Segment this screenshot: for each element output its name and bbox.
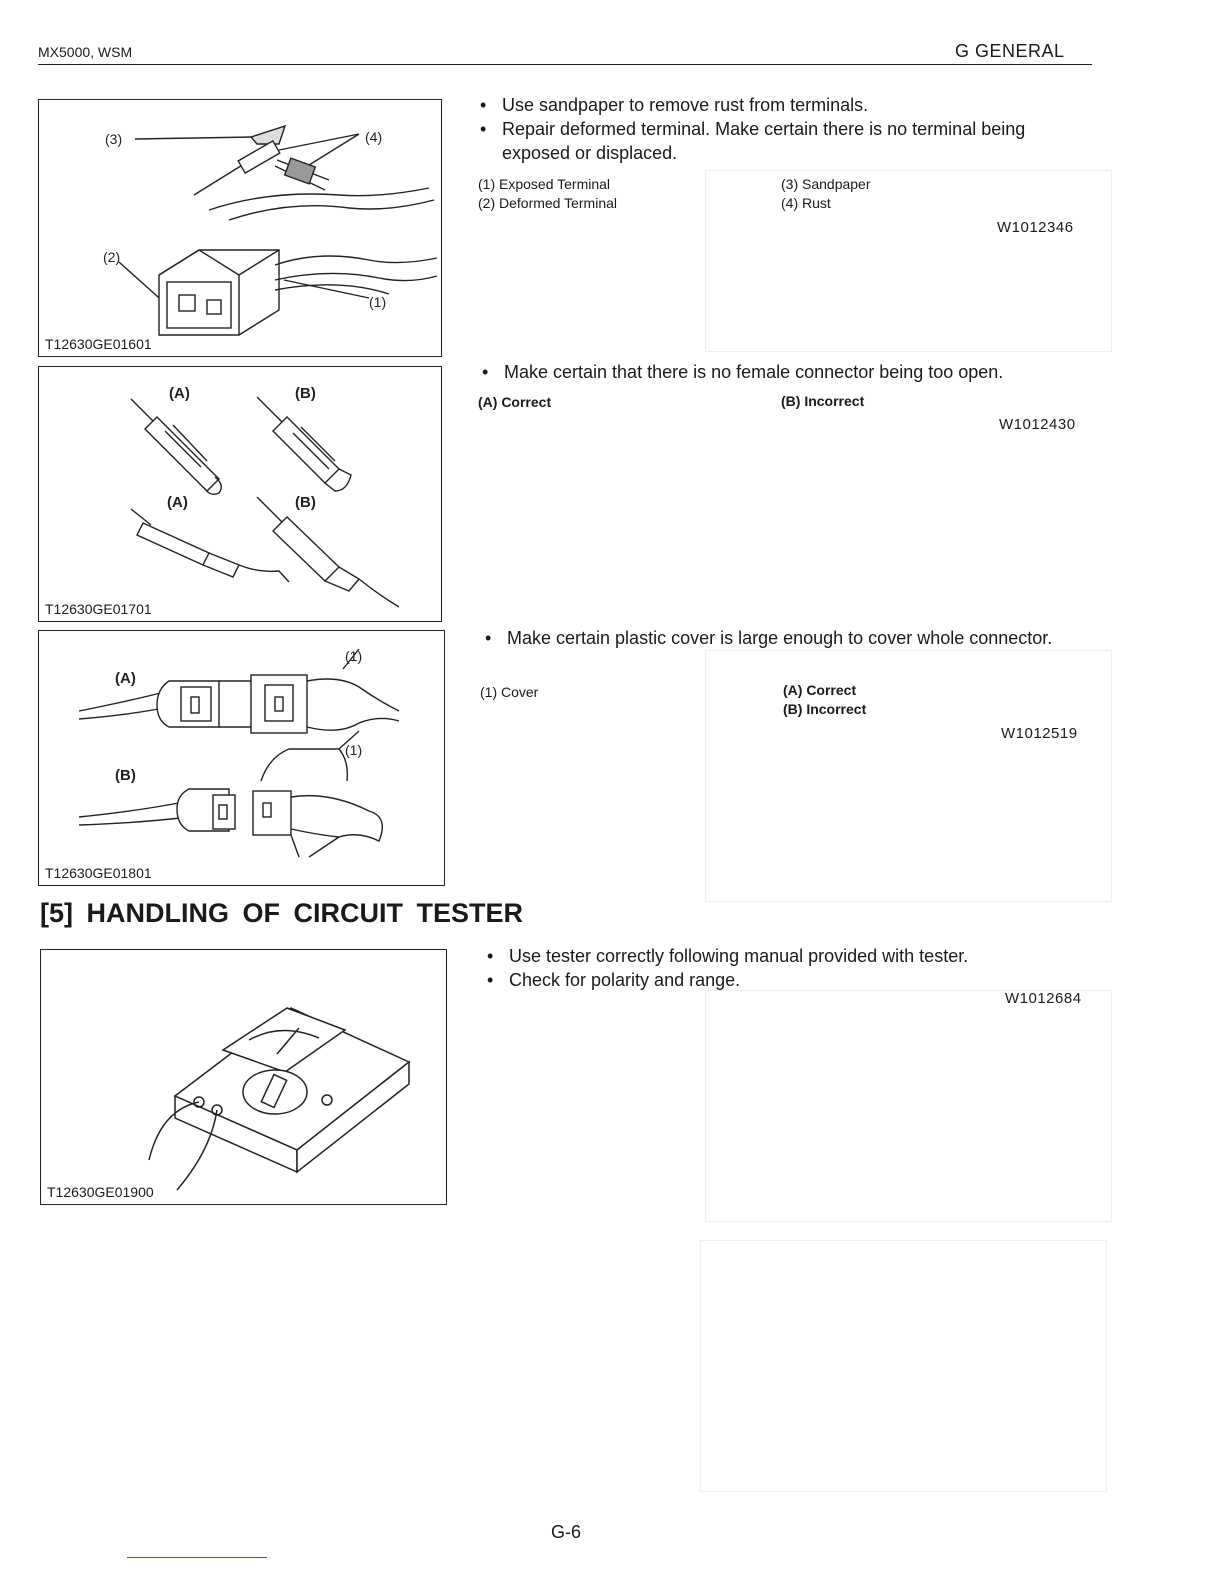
- legend-item: (2) Deformed Terminal: [478, 195, 618, 211]
- footer-rule: [127, 1557, 267, 1558]
- legend-correct: (A) Correct: [478, 394, 552, 410]
- callout-1: (1): [345, 742, 363, 758]
- reference-code: W1012346: [997, 219, 1074, 236]
- bleed-through-shade: [705, 650, 1112, 902]
- callout-2: (2): [103, 249, 121, 265]
- block1-instructions: [480, 93, 1092, 165]
- block3-instructions: [485, 626, 1093, 650]
- label-b: (B): [115, 767, 136, 784]
- label-a: (A): [169, 385, 190, 402]
- figure-connector-cover: [38, 630, 445, 886]
- female-connector-illustration: [39, 367, 441, 621]
- bullet-item: • Make certain plastic cover is large enough to cover whole connector.: [485, 626, 1093, 650]
- circuit-tester-illustration: [41, 950, 446, 1204]
- bullet-item: • Use sandpaper to remove rust from terminals.: [480, 93, 1092, 117]
- figure-id: T12630GE01601: [45, 336, 152, 352]
- legend-right: [783, 681, 866, 719]
- connector-cover-illustration: [39, 631, 444, 885]
- reference-code: W1012430: [999, 416, 1076, 433]
- bullet-item: • Repair deformed terminal. Make certain there is no terminal being exposed or displaced.: [480, 117, 1092, 165]
- figure-female-connector: [38, 366, 442, 622]
- legend-cover: (1) Cover: [480, 684, 539, 700]
- callout-1: (1): [369, 294, 387, 310]
- reference-code: W1012684: [1005, 990, 1082, 1007]
- figure-terminal-repair: [38, 99, 442, 357]
- bullet-item: • Make certain that there is no female connector being too open.: [482, 360, 1092, 384]
- bleed-through-shade: [705, 170, 1112, 352]
- legend-item: (A) Correct: [783, 682, 857, 698]
- bullet-item: • Check for polarity and range.: [487, 968, 1093, 992]
- header-manual-id: MX5000, WSM: [38, 44, 133, 60]
- callout-1: (1): [345, 648, 363, 664]
- header-chapter: G GENERAL: [955, 41, 1065, 61]
- page-number: G-6: [551, 1522, 582, 1542]
- bleed-through-shade: [700, 1240, 1107, 1492]
- bullet-item: • Use tester correctly following manual provided with tester.: [487, 944, 1093, 968]
- section5-instructions: [487, 944, 1093, 992]
- figure-id: T12630GE01900: [47, 1184, 154, 1200]
- figure-circuit-tester: [40, 949, 447, 1205]
- callout-3: (3): [105, 131, 123, 147]
- figure-id: T12630GE01801: [45, 865, 152, 881]
- label-b: (B): [295, 494, 316, 511]
- legend-item: (4) Rust: [781, 195, 831, 211]
- figure-id: T12630GE01701: [45, 601, 152, 617]
- callout-4: (4): [365, 129, 383, 145]
- label-a: (A): [115, 670, 136, 687]
- bleed-through-shade: [705, 990, 1112, 1222]
- terminal-repair-illustration: [39, 100, 441, 356]
- legend-item: (B) Incorrect: [783, 701, 867, 717]
- block2-instructions: [482, 360, 1092, 384]
- section-title: [5] HANDLING OF CIRCUIT TESTER: [40, 898, 523, 928]
- reference-code: W1012519: [1001, 725, 1078, 742]
- legend-item: (1) Exposed Terminal: [478, 176, 611, 192]
- legend-right: [781, 175, 871, 213]
- label-a: (A): [167, 494, 188, 511]
- legend-incorrect: (B) Incorrect: [781, 393, 865, 409]
- legend-item: (3) Sandpaper: [781, 176, 871, 192]
- legend-left: [478, 175, 617, 213]
- header-rule: [38, 64, 1092, 65]
- label-b: (B): [295, 385, 316, 402]
